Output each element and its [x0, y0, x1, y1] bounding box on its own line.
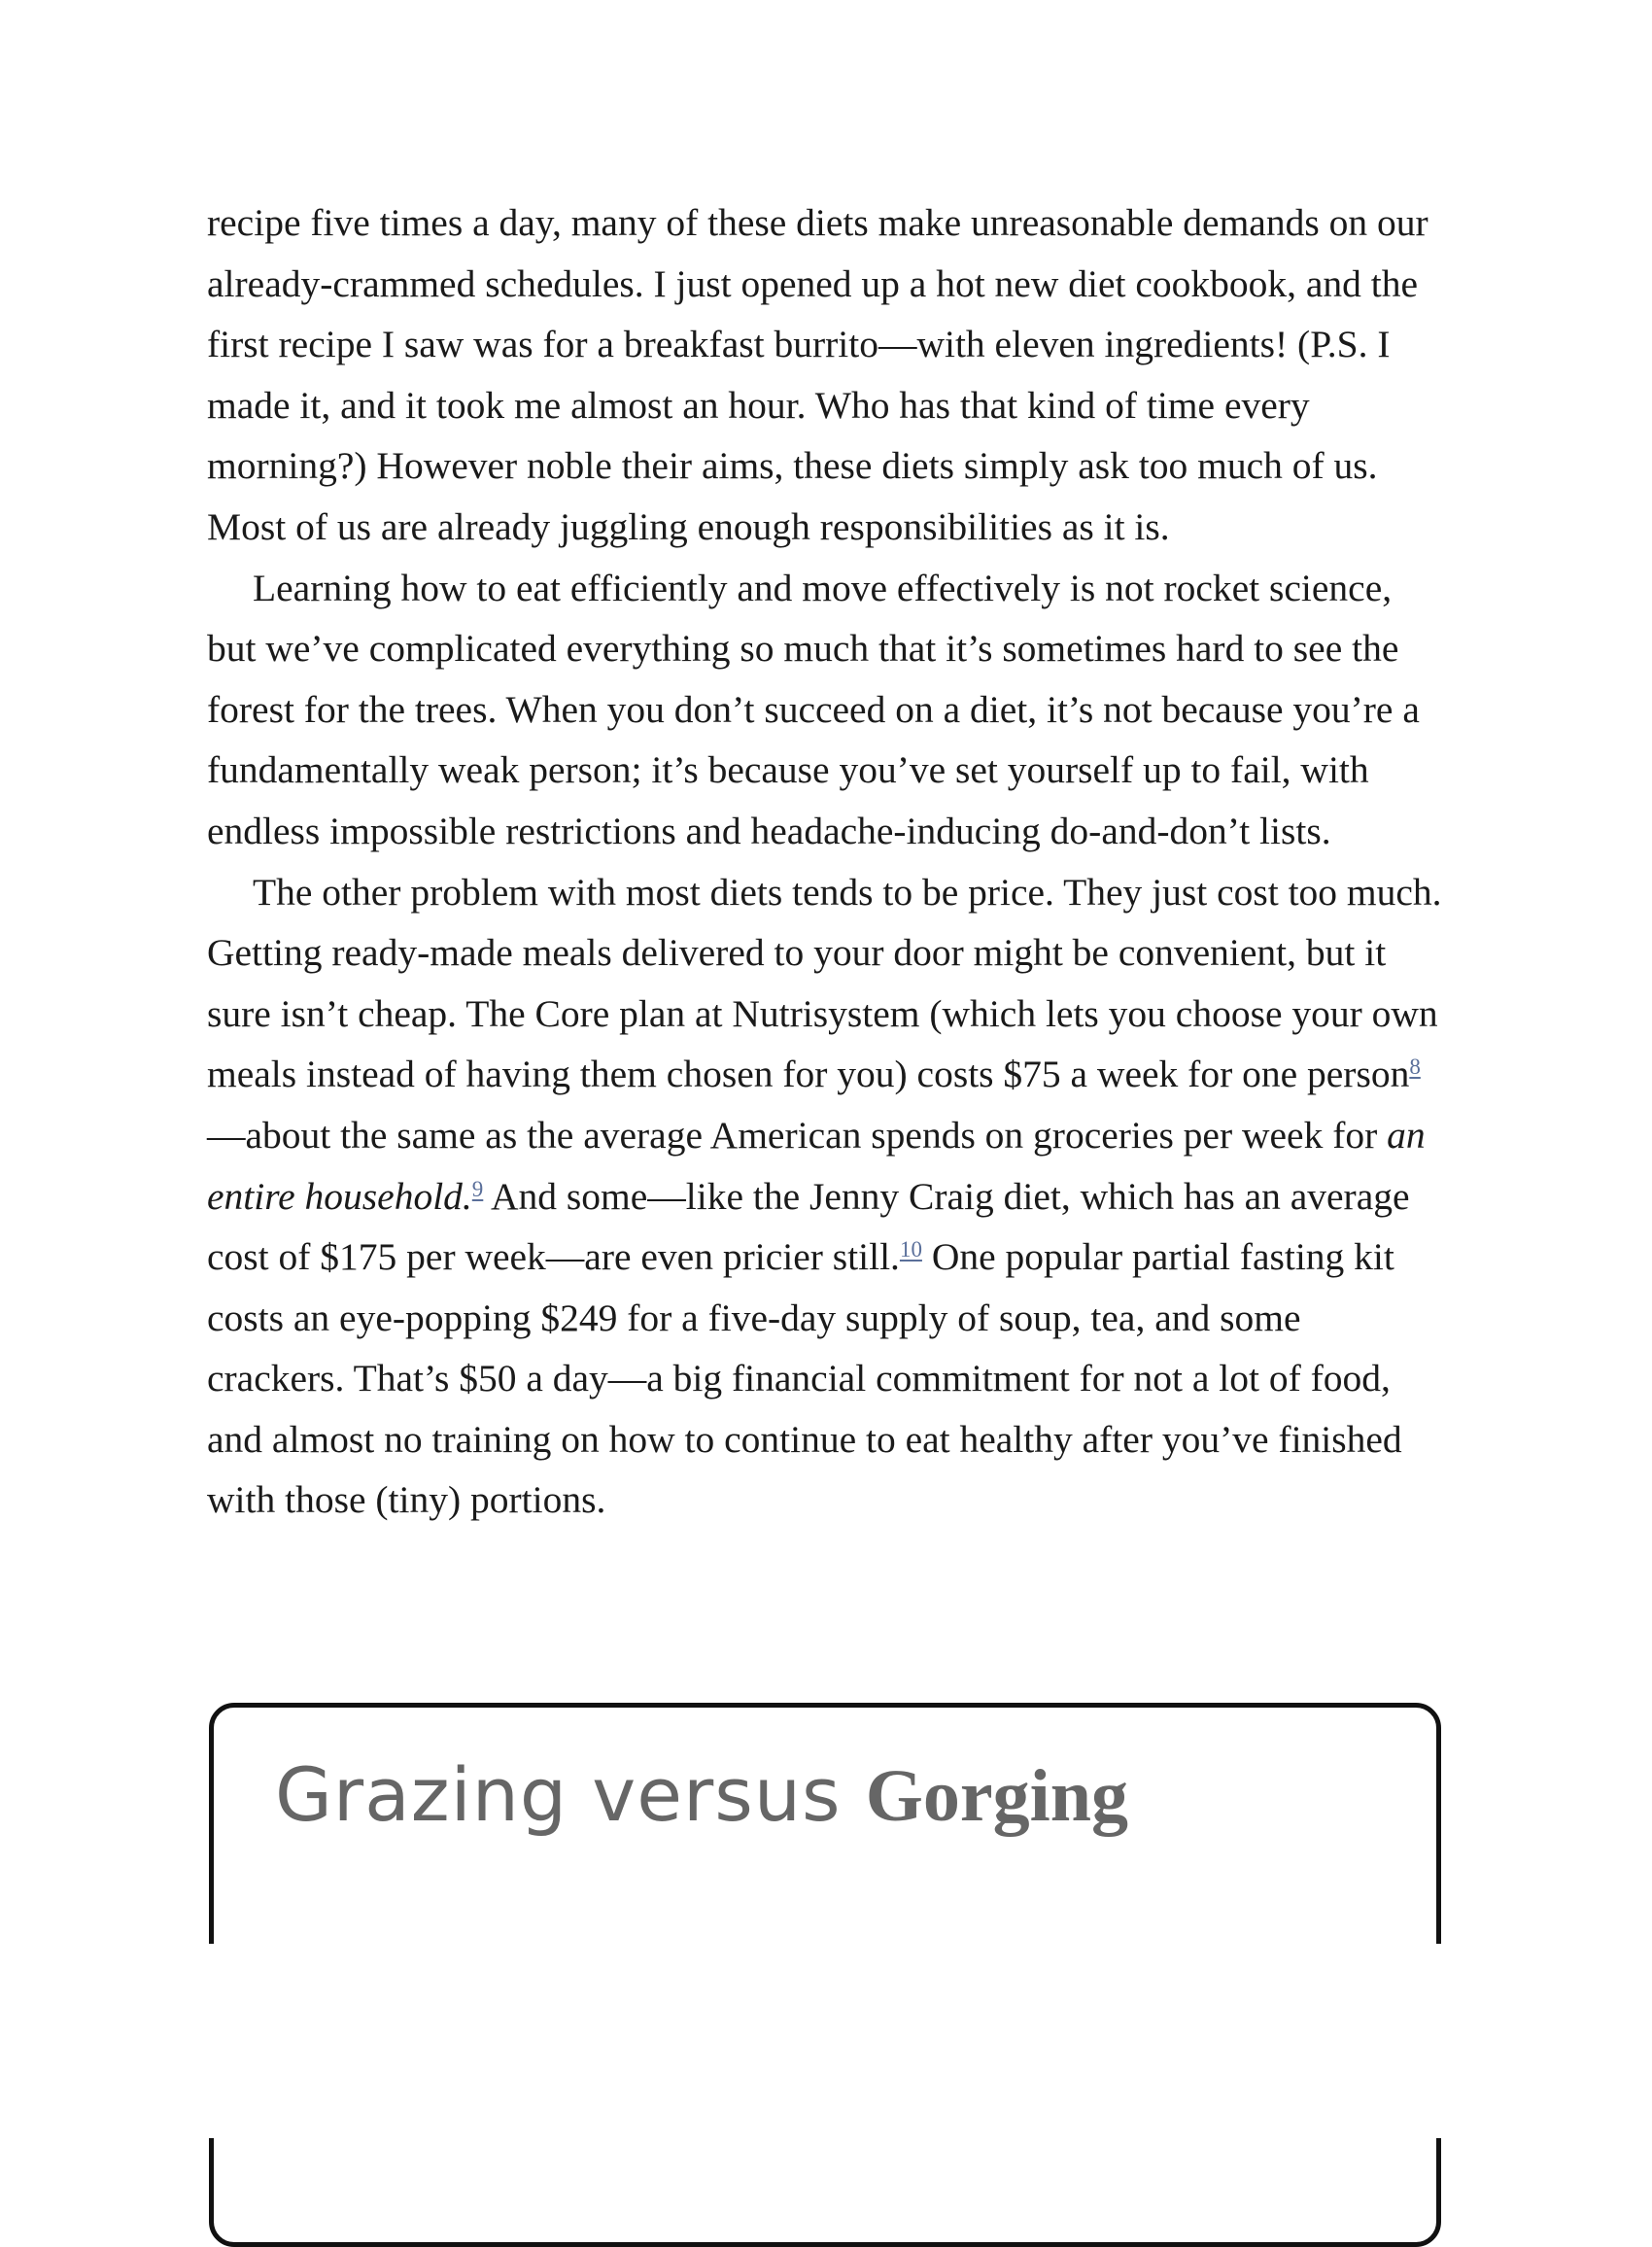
footnote-link-10[interactable]: 10 — [899, 1237, 922, 1262]
sidebar-title-bold: Gorging — [865, 1755, 1129, 1837]
paragraph-3-part-4: One popular partial fasting kit costs an eye-popping $249 for a five-day supply of soup, tea, and some crackers. That’s $50 a day—a big financial commitment for not a lot of food, and almost no training on how to continue to eat healthy after you’ve finished with those (tiny) portions. — [207, 1235, 1402, 1522]
sidebar-title-light: Grazing versus — [275, 1751, 866, 1838]
page-bottom-margin — [0, 1944, 1652, 2138]
paragraph-3-part-3: And some—like the Jenny Craig diet, which has an average cost of $175 per week—are even pricier still. — [207, 1174, 1410, 1279]
sidebar-title — [275, 1751, 1128, 1840]
paragraph-3-part-1: The other problem with most diets tends to be price. They just cost too much. Getting ready-made meals delivered to your door might be convenient, but it sure isn’t cheap. The Core plan at Nutrisystem (which lets you choose your own meals instead of having them chosen for you) costs $75 a week for one person — [207, 870, 1442, 1096]
footnote-link-8[interactable]: 8 — [1409, 1054, 1421, 1080]
paragraph-2: Learning how to eat efficiently and move effectively is not rocket science, but we’ve complicated everything so much that it’s sometimes hard to see the forest for the trees. When you don’t succeed on a diet, it’s not because you’re a fundamentally weak person; it’s because you’ve set yourself up to fail, with endless impossible restrictions and headache-inducing do-and-don’t lists. — [207, 566, 1420, 852]
paragraph-3-part-2: —about the same as the average American spends on groceries per week for — [207, 1113, 1388, 1157]
paragraph-3 — [207, 862, 1443, 1532]
footnote-link-9[interactable]: 9 — [471, 1176, 484, 1201]
paragraph-1: recipe five times a day, many of these diets make unreasonable demands on our already-crammed schedules. I just opened up a hot new diet cookbook, and the first recipe I saw was for a breakfast burrito—with eleven ingredients! (P.S. I made it, and it took me almost an hour. Who has that kind of time every morning?) However noble their aims, these diets simply ask too much of us. Most of us are already juggling enough responsibilities as it is. — [207, 201, 1428, 548]
emphasis-entire-household: an entire household. — [207, 1113, 1426, 1218]
body-text — [207, 192, 1443, 1531]
